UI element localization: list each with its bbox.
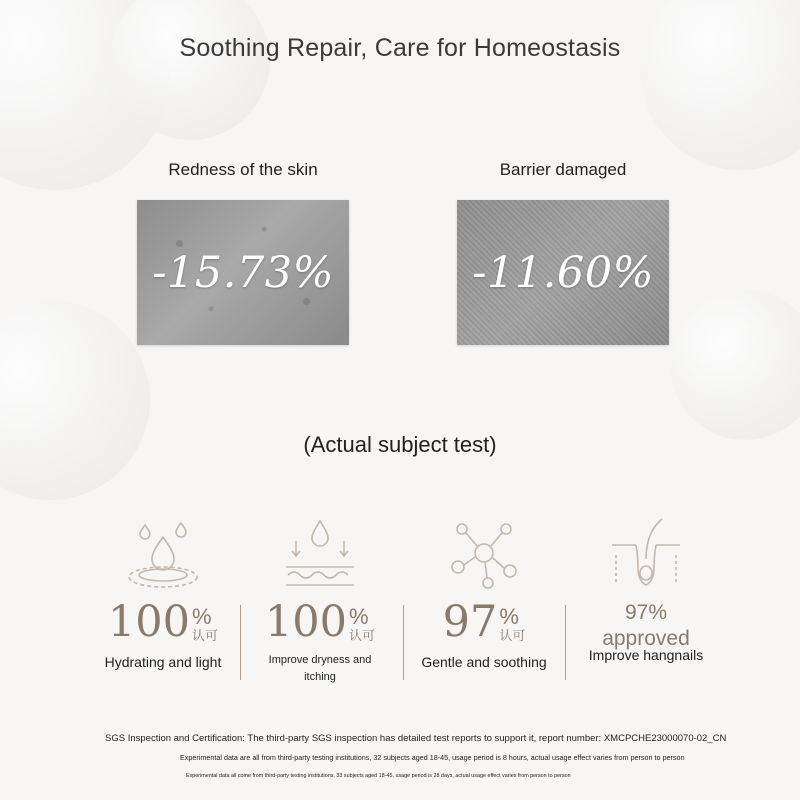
subtitle: (Actual subject test) (303, 432, 497, 457)
page-title: Soothing Repair, Care for Homeostasis (179, 34, 621, 62)
background-bubble (670, 290, 800, 440)
stat-percent-text: 97% (624, 601, 668, 624)
footer-sgs-note: SGS Inspection and Certification: The third-party SGS inspection has detailed test reports to support it, report number: XMCPCHE23000070-02_CN (105, 733, 727, 744)
barrier-reduction-value: -11.60% (472, 247, 654, 298)
stat-approval: 认可 (192, 628, 219, 644)
stat-value (107, 597, 219, 647)
stat-percent: % (349, 604, 369, 630)
skin-photo-barrier (457, 200, 669, 345)
stat-desc-line2: itching (304, 670, 336, 683)
stat-percent: % (192, 604, 212, 630)
stat-desc: Hydrating and light (104, 654, 222, 670)
water-drop-ripple-icon (123, 515, 203, 593)
stat-value (264, 597, 376, 647)
stat-hangnails (566, 515, 726, 663)
stat-approval: 认可 (349, 628, 376, 644)
stat-percent: % (499, 604, 519, 630)
skin-layer-moisture-icon (280, 515, 360, 593)
skin-photo-redness (137, 200, 349, 345)
stat-number: 97 (442, 597, 498, 647)
footer-data-note-1: Experimental data are all from third-party testing institutions, 32 subjects aged 18-45, usage period is 8 hours, actual usage effect varies from person to person (180, 753, 685, 762)
stat-gentle (404, 515, 564, 670)
stat-desc (240, 652, 400, 685)
stat-hydrating (83, 515, 243, 670)
background-bubble (0, 300, 150, 500)
footer-data-note-2: Experimental data all come from third-party testing institutions, 33 subjects aged 18-45, usage period is 28 days, actual usage effect varies from person to person (186, 773, 571, 779)
stat-desc: Gentle and soothing (421, 654, 547, 670)
stat-number: 100 (264, 597, 348, 647)
stat-desc-line1: Improve dryness and (268, 654, 372, 666)
stat-approval: 认可 (499, 628, 526, 644)
hair-follicle-icon (606, 515, 686, 593)
molecule-icon (444, 515, 524, 593)
redness-reduction-value: -15.73% (152, 247, 334, 298)
stat-approved-label: approved (602, 627, 690, 650)
stat-dryness (240, 515, 400, 685)
background-bubble (640, 0, 800, 170)
stat-number: 100 (107, 597, 191, 647)
stat-desc: Improve hangnails (588, 647, 704, 663)
card-label-redness: Redness of the skin (168, 160, 318, 179)
stat-value (442, 597, 526, 647)
card-label-barrier: Barrier damaged (499, 160, 627, 179)
